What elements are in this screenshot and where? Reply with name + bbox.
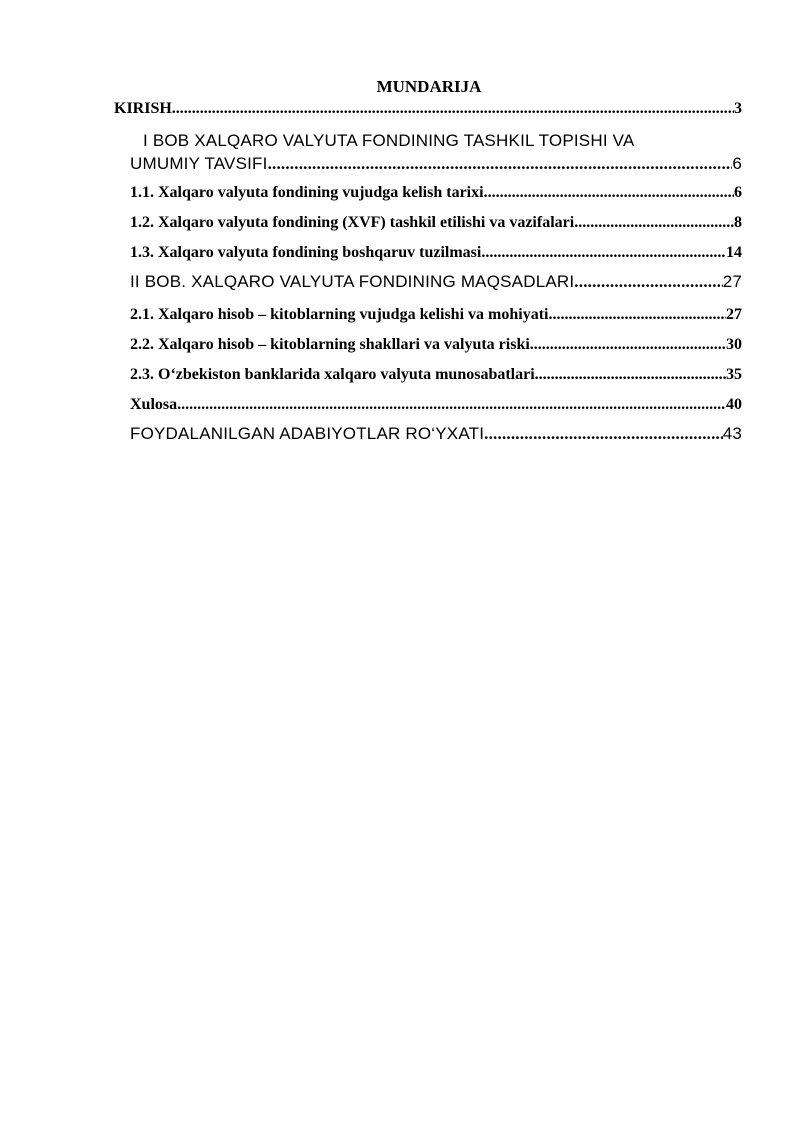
toc-entry-page: 30	[726, 336, 742, 353]
toc-entry-2-3	[130, 365, 742, 385]
toc-entry-label: II BOB. XALQARO VALYUTA FONDINING MAQSADLARI	[130, 272, 575, 291]
toc-entry-page: 3	[734, 100, 742, 117]
toc-entry-chapter2	[130, 272, 742, 292]
toc-entry-references	[130, 424, 742, 444]
toc-entry-label: 1.2. Xalqaro valyuta fondining (XVF) tashkil etilishi va vazifalari	[130, 214, 575, 231]
toc-entry-xulosa	[130, 395, 742, 415]
toc-entry-1-2	[130, 213, 742, 233]
toc-entry-label: UMUMIY TAVSIFI	[130, 154, 268, 173]
toc-entry-2-2	[130, 335, 742, 355]
toc-entry-chapter1-line1: I BOB XALQARO VALYUTA FONDINING TASHKIL TOPISHI VA	[143, 131, 635, 150]
toc-leader-dots	[172, 99, 734, 119]
toc-entry-page: 35	[726, 366, 742, 383]
toc-leader-dots	[484, 183, 734, 203]
toc-entry-page: 43	[722, 424, 742, 443]
toc-entry-page: 6	[734, 184, 742, 201]
toc-leader-dots	[484, 424, 723, 444]
toc-entry-page: 27	[726, 306, 742, 323]
toc-entry-chapter1	[130, 154, 742, 174]
toc-entry-page: 27	[722, 272, 742, 291]
toc-leader-dots	[268, 154, 733, 174]
toc-leader-dots	[574, 272, 722, 292]
toc-entry-page: 14	[726, 244, 742, 261]
toc-leader-dots	[530, 335, 726, 355]
toc-entry-label: 1.1. Xalqaro valyuta fondining vujudga kelish tarixi	[130, 184, 484, 201]
toc-leader-dots	[177, 395, 726, 415]
toc-entry-label: Xulosa	[130, 396, 178, 413]
toc-entry-page: 40	[726, 396, 742, 413]
toc-entry-page: 8	[734, 214, 742, 231]
toc-leader-dots	[481, 243, 726, 263]
toc-leader-dots	[574, 213, 734, 233]
toc-entry-label: 2.2. Xalqaro hisob – kitoblarning shakllari va valyuta riski	[130, 336, 530, 353]
toc-entry-label: 2.3. O‘zbekiston banklarida xalqaro valyuta munosabatlari	[130, 366, 535, 383]
toc-leader-dots	[535, 365, 726, 385]
toc-entry-label: 2.1. Xalqaro hisob – kitoblarning vujudga kelishi va mohiyati	[130, 306, 549, 323]
toc-entry-kirish	[114, 99, 742, 119]
toc-entry-label: FOYDALANILGAN ADABIYOTLAR RO‘YXATI	[130, 424, 485, 443]
toc-entry-label: 1.3. Xalqaro valyuta fondining boshqaruv tuzilmasi	[130, 244, 482, 261]
toc-entry-1-3	[130, 243, 742, 263]
toc-leader-dots	[548, 305, 726, 325]
toc-entry-2-1	[130, 305, 742, 325]
toc-entry-page: 6	[732, 154, 742, 173]
toc-title: MUNDARIJA	[376, 77, 482, 96]
toc-entry-label: KIRISH	[114, 100, 172, 117]
toc-entry-1-1	[130, 183, 742, 203]
